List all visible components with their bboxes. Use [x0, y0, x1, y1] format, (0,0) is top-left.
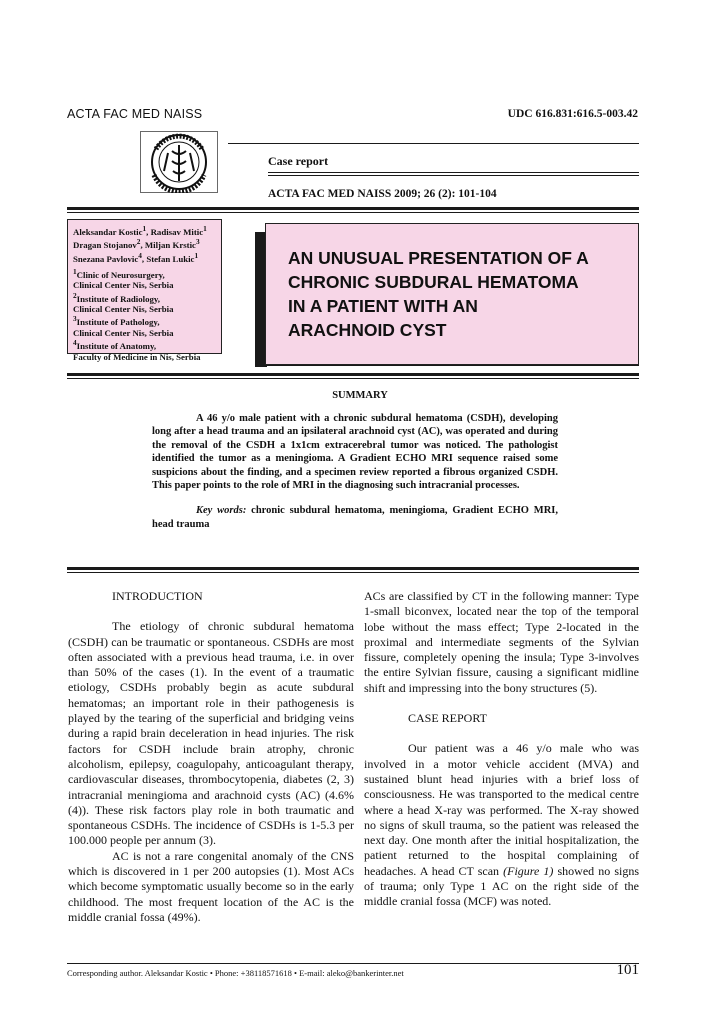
author-line: Dragan Stojanov$^2$, Miljan Krstic$^3$	[73, 237, 200, 251]
affiliations	[73, 267, 216, 362]
affiliation-line: Clinical Center Nis, Serbia	[73, 304, 174, 315]
header-rule-bottom	[67, 207, 639, 210]
case-report-heading: CASE REPORT	[408, 711, 487, 726]
header-rule-mid2	[268, 175, 639, 176]
title-line: CHRONIC SUBDURAL HEMATOMA	[288, 272, 579, 292]
university-seal-logo	[140, 131, 218, 193]
title-line: IN A PATIENT WITH AN	[288, 296, 478, 316]
author-line: Snezana Pavlovic$^4$, Stefan Lukic$^1$	[73, 250, 199, 264]
keywords-label: Key words:	[196, 505, 247, 517]
case-paragraph-1: Our patient was a 46 y/o male who was involved in a motor vehicle accident (MVA) and sustained blunt head injuries with a brief loss of consciousness. He was transported to the medical centre where a head X-ray was performed. The X-ray showed no signs of skull trauma, so the patient was released the next day. One month after the initial hospitalization, the patient returned to the hospital complaining of headaches. A head CT scan (Figure 1) showed no signs of trauma; only Type 1 AC on the right side of the middle cranial fossa (MCF) was noted.	[364, 741, 639, 909]
citation: ACTA FAC MED NAISS 2009; 26 (2): 101-104	[268, 188, 497, 200]
keywords-list: chronic subdural hematoma, meningioma, Gradient ECHO MRI, head trauma	[152, 505, 558, 530]
body-rule-top-thin	[67, 572, 639, 573]
header-rule-top	[228, 143, 639, 144]
affiliation-line: Clinical Center Nis, Serbia	[73, 280, 174, 291]
authors-box	[67, 219, 222, 362]
summary-text: A 46 y/o male patient with a chronic subdural hematoma (CSDH), developing long after a head trauma and an ipsilateral arachnoid cyst (AC), was operated and during the removal of the CSDH a 1x1cm extracerebral tumor was noticed. The pathologist identified the tumor as a meningioma. A Gradient ECHO MRI sequence raised some suspicions about the finding, and a specimen review reported a fibrous organized CSDH. This paper points to the role of MRI in the diagnosing such intracranial processes.	[152, 413, 558, 492]
introduction-heading: INTRODUCTION	[112, 589, 203, 603]
ac-classification-paragraph: ACs are classified by CT in the following manner: Type 1-small biconvex, located near the top of the temporal lobe without the mass effect; Type 2-located in the proximal and intermediate segments of the Sylvian fissure, completely opening the insula; Type 3-involves the entire Sylvian fissure, causing a significant midline shift and impressing into the bony structures (5).	[364, 589, 639, 695]
right-column	[364, 589, 639, 910]
affiliation-line: $^2$Institute of Radiology,	[73, 290, 161, 304]
affiliation-line: Faculty of Medicine in Nis, Serbia	[73, 351, 201, 362]
keywords	[152, 504, 558, 531]
intro-paragraph-1: The etiology of chronic subdural hematoma (CSDH) can be traumatic or spontaneous. CSDHs are most often associated with a previous head trauma, i.e. in over than 50% of the cases (1). In the event of a traumatic etiology, CSDHs probably begin as acute subdural hematomas; an important role in their pathogenesis is played by the tearing of the superficial and bridging veins during a rapid brain deceleration in head injuries. The risk factors for CSDH include brain atrophy, chronic alcoholism, epilepsy, coagulopahy, anticoagulant therapy, cardiovascular diseases, thrombocytopenia, diabetes (2, 3) intracranial meningioma and arachnoid cysts (AC) (4.6% (4)). These risk factors play role in both traumatic and spontaneous CSDHs. The incidence of CSDHs is 1-5.3 per 100.000 people per annum (3).	[68, 619, 354, 848]
page-number: 101	[616, 962, 639, 978]
udc-code: UDC 616.831:616.5-003.42	[507, 108, 638, 120]
title-line: ARACHNOID CYST	[288, 320, 447, 340]
journal-name: ACTA FAC MED NAISS	[67, 107, 203, 121]
intro-paragraph-2: AC is not a rare congenital anomaly of the CNS which is discovered in 1 per 200 autopsies (1). Most ACs which become symptomatic usually become so in the early childhood. The most frequent location of the AC is the middle cranial fossa (49%).	[68, 848, 354, 924]
header-rule-bottom-thin	[67, 212, 639, 213]
footer-rule	[67, 963, 639, 964]
article-type: Case report	[268, 154, 329, 168]
affiliation-line: $^4$Institute of Anatomy,	[73, 338, 157, 352]
summary-rule-top-thin	[67, 378, 639, 379]
affiliation-line: $^3$Institute of Pathology,	[73, 314, 160, 328]
affiliation-line: Clinical Center Nis, Serbia	[73, 327, 174, 338]
summary-rule-top	[67, 373, 639, 376]
affiliation-line: $^1$Clinic of Neurosurgery,	[73, 266, 165, 280]
author-line: Aleksandar Kostic$^1$, Radisav Mitic$^1$	[73, 224, 207, 237]
figure-reference[interactable]: (Figure 1)	[503, 863, 554, 878]
summary-abstract	[152, 412, 558, 531]
left-column	[68, 589, 354, 925]
title-line: AN UNUSUAL PRESENTATION OF A	[288, 248, 589, 268]
corresponding-author: Corresponding author. Aleksandar Kostic • Phone: +38118571618 • E-mail: aleko@bankerinter.net	[67, 968, 404, 978]
article-title	[288, 246, 633, 342]
header-rule-mid1	[268, 172, 639, 173]
summary-heading: SUMMARY	[332, 390, 388, 401]
body-rule-top	[67, 567, 639, 570]
